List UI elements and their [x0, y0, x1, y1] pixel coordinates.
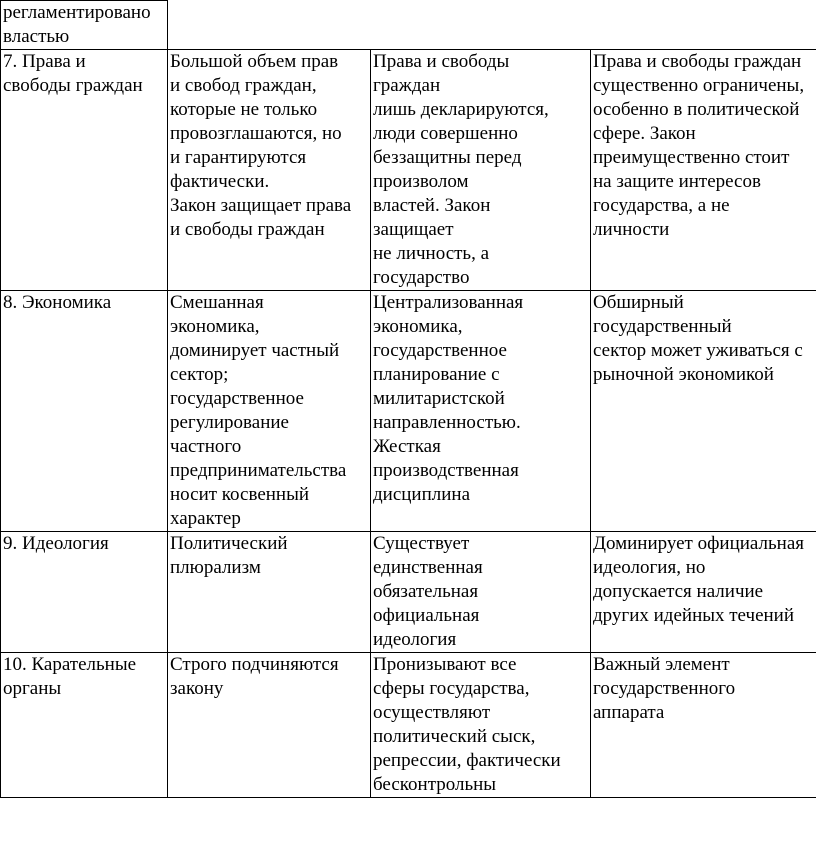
- criterion-cell: 9. Идеология: [1, 532, 168, 653]
- authoritarian-cell: Важный элемент государственного аппарата: [591, 653, 816, 798]
- criterion-cell: 8. Экономика: [1, 291, 168, 532]
- table-row: [1, 291, 816, 532]
- table-row: [1, 50, 816, 291]
- democratic-cell: Строго подчиняются закону: [168, 653, 371, 798]
- authoritarian-cell: Доминирует официальная идеология, но допускается наличие других идейных течений: [591, 532, 816, 653]
- democratic-cell: Смешанная экономика, доминирует частный сектор; государственное регулирование частного предпринимательства носит косвенный характер: [168, 291, 371, 532]
- continued-criterion-cell: регламентировано властью: [1, 1, 168, 50]
- criterion-cell: 10. Карательные органы: [1, 653, 168, 798]
- table-row: [1, 532, 816, 653]
- totalitarian-cell: Централизованная экономика, государственное планирование с милитаристской направленностью. Жесткая производственная дисциплина: [371, 291, 591, 532]
- authoritarian-cell: Права и свободы граждан существенно ограничены, особенно в политической сфере. Закон преимущественно стоит на защите интересов государства, а не личности: [591, 50, 816, 291]
- totalitarian-cell: Пронизывают все сферы государства, осуществляют политический сыск, репрессии, фактически бесконтрольны: [371, 653, 591, 798]
- democratic-cell: Политический плюрализм: [168, 532, 371, 653]
- totalitarian-cell: Права и свободы граждан лишь декларируются, люди совершенно беззащитны перед произволом властей. Закон защищает не личность, а государство: [371, 50, 591, 291]
- table-row-continued: [1, 1, 816, 50]
- criterion-cell: 7. Права и свободы граждан: [1, 50, 168, 291]
- empty-top-cell: [168, 1, 816, 50]
- totalitarian-cell: Существует единственная обязательная официальная идеология: [371, 532, 591, 653]
- democratic-cell: Большой объем прав и свобод граждан, которые не только провозглашаются, но и гарантируются фактически. Закон защищает права и свободы граждан: [168, 50, 371, 291]
- authoritarian-cell: Обширный государственный сектор может уживаться с рыночной экономикой: [591, 291, 816, 532]
- table-row: [1, 653, 816, 798]
